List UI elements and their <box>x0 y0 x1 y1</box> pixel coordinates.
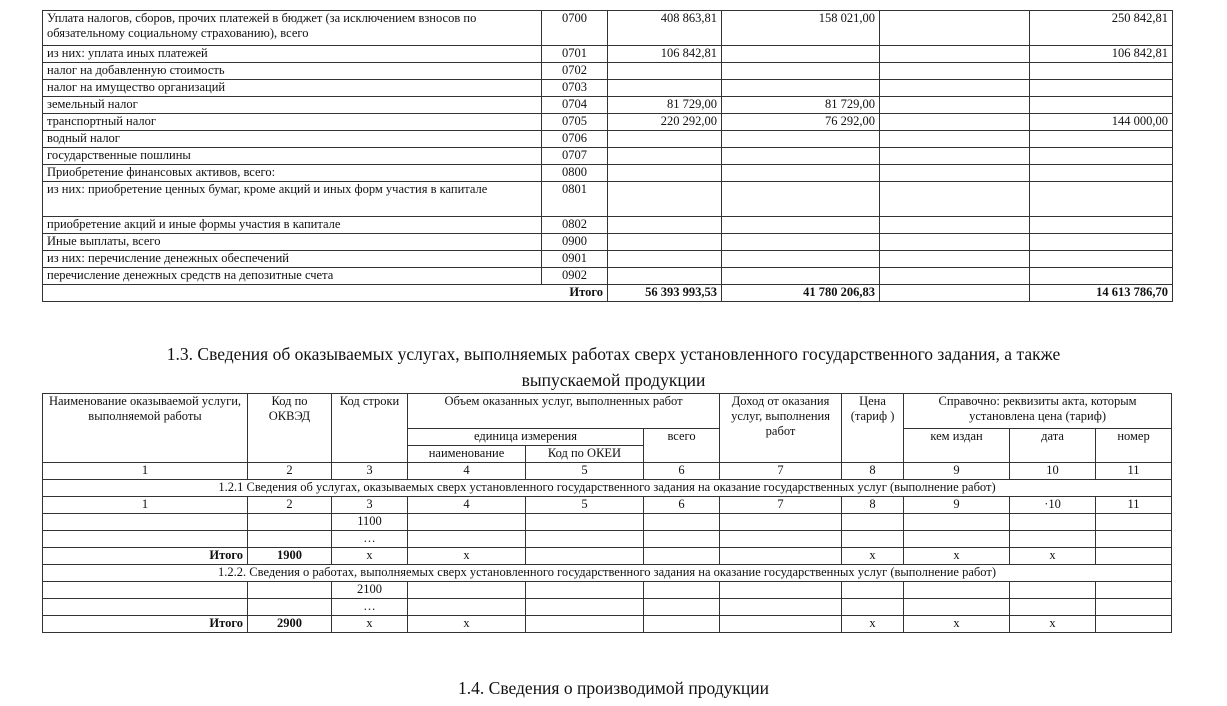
expense-targeted <box>880 182 1030 217</box>
expense-name: Приобретение финансовых активов, всего: <box>43 165 542 182</box>
column-number: 2 <box>248 497 332 514</box>
expense-subsidy <box>722 165 880 182</box>
column-number: 5 <box>526 497 644 514</box>
section-1-3-title-line2: выпускаемой продукции <box>521 370 706 390</box>
cell-empty <box>720 599 842 616</box>
total-targeted <box>880 285 1030 302</box>
expense-paid-services <box>1030 131 1173 148</box>
expense-subsidy: 158 021,00 <box>722 11 880 46</box>
cell-empty <box>720 548 842 565</box>
row-code: 2100 <box>332 582 408 599</box>
cell-empty <box>720 582 842 599</box>
cell-empty <box>1096 548 1172 565</box>
expense-paid-services <box>1030 217 1173 234</box>
expense-row-0706 <box>43 131 1173 148</box>
header-issuer: кем издан <box>904 429 1010 463</box>
column-number: 3 <box>332 497 408 514</box>
column-number: 10 <box>1010 463 1096 480</box>
cell-empty <box>644 548 720 565</box>
expense-row-0802 <box>43 217 1173 234</box>
column-numbers-row-repeat <box>43 497 1172 514</box>
expense-code: 0704 <box>542 97 608 114</box>
expense-targeted <box>880 46 1030 63</box>
expense-total <box>608 63 722 80</box>
cell-empty <box>408 582 526 599</box>
column-number: 6 <box>644 497 720 514</box>
expense-subsidy: 76 292,00 <box>722 114 880 131</box>
column-number: 4 <box>408 497 526 514</box>
expense-subsidy <box>722 217 880 234</box>
header-price: Цена (тариф ) <box>842 394 904 463</box>
column-number: 6 <box>644 463 720 480</box>
expense-total <box>608 165 722 182</box>
column-number: 5 <box>526 463 644 480</box>
cell-empty <box>644 616 720 633</box>
not-applicable-mark: x <box>842 616 904 633</box>
cell-empty <box>248 582 332 599</box>
column-number: 11 <box>1096 497 1172 514</box>
expense-total <box>608 182 722 217</box>
column-number: 9 <box>904 463 1010 480</box>
expense-paid-services: 144 000,00 <box>1030 114 1173 131</box>
cell-empty <box>408 531 526 548</box>
services-table <box>42 393 1172 633</box>
cell-empty <box>1010 599 1096 616</box>
not-applicable-mark: x <box>1010 616 1096 633</box>
cell-empty <box>1010 531 1096 548</box>
expense-total <box>608 148 722 165</box>
section-2-total-row <box>43 616 1172 633</box>
expense-code: 0705 <box>542 114 608 131</box>
expense-row-0700 <box>43 11 1173 46</box>
expense-targeted <box>880 165 1030 182</box>
column-number: 8 <box>842 497 904 514</box>
expense-code: 0701 <box>542 46 608 63</box>
expense-targeted <box>880 131 1030 148</box>
total-label: Итого <box>43 548 248 565</box>
header-row-1 <box>43 394 1172 429</box>
header-volume: Объем оказанных услуг, выполненных работ <box>408 394 720 429</box>
expense-subsidy <box>722 148 880 165</box>
cell-empty <box>1096 599 1172 616</box>
expense-paid-services <box>1030 148 1173 165</box>
cell-empty <box>644 531 720 548</box>
cell-empty <box>43 582 248 599</box>
expense-row-0902 <box>43 268 1173 285</box>
not-applicable-mark: x <box>842 548 904 565</box>
expense-code: 0707 <box>542 148 608 165</box>
cell-empty <box>1096 582 1172 599</box>
cell-empty <box>904 531 1010 548</box>
header-row-code: Код строки <box>332 394 408 463</box>
cell-empty <box>526 548 644 565</box>
total-code: 2900 <box>248 616 332 633</box>
section-1-2-2-row <box>43 565 1172 582</box>
expense-row-0702 <box>43 63 1173 80</box>
not-applicable-mark: x <box>332 548 408 565</box>
cell-empty <box>526 582 644 599</box>
total-label: Итого <box>43 616 248 633</box>
section-1-row-1100 <box>43 514 1172 531</box>
expense-targeted <box>880 114 1030 131</box>
total-code: 1900 <box>248 548 332 565</box>
column-number: 7 <box>720 463 842 480</box>
header-number: номер <box>1096 429 1172 463</box>
expense-paid-services <box>1030 165 1173 182</box>
expense-paid-services: 106 842,81 <box>1030 46 1173 63</box>
cell-empty <box>248 599 332 616</box>
not-applicable-mark: x <box>904 616 1010 633</box>
cell-empty <box>1010 514 1096 531</box>
expense-total <box>608 80 722 97</box>
expense-name: перечисление денежных средств на депозитные счета <box>43 268 542 285</box>
cell-empty <box>904 582 1010 599</box>
column-number: 9 <box>904 497 1010 514</box>
expense-row-0800 <box>43 165 1173 182</box>
expense-name: Уплата налогов, сборов, прочих платежей в бюджет (за исключением взносов по обязательному социальному страхованию), всего <box>43 11 542 46</box>
expense-row-0900 <box>43 234 1173 251</box>
cell-empty <box>842 582 904 599</box>
expenses-table <box>42 10 1173 302</box>
expense-name: из них: перечисление денежных обеспечений <box>43 251 542 268</box>
cell-empty <box>408 514 526 531</box>
expense-row-0707 <box>43 148 1173 165</box>
not-applicable-mark: x <box>332 616 408 633</box>
header-total: всего <box>644 429 720 463</box>
section-1-row-ellipsis <box>43 531 1172 548</box>
section-1-2-1-title: 1.2.1 Сведения об услугах, оказываемых сверх установленного государственного задания на оказание государственных услуг (выполнение работ) <box>43 480 1172 497</box>
expense-paid-services <box>1030 97 1173 114</box>
section-1-2-2-title: 1.2.2. Сведения о работах, выполняемых сверх установленного государственного задания на оказание государственных услуг (выполнение работ) <box>43 565 1172 582</box>
expense-total <box>608 131 722 148</box>
expense-total: 220 292,00 <box>608 114 722 131</box>
row-ellipsis: … <box>332 531 408 548</box>
expense-row-0801 <box>43 182 1173 217</box>
cell-empty <box>904 514 1010 531</box>
cell-empty <box>526 514 644 531</box>
column-number: 2 <box>248 463 332 480</box>
expense-code: 0706 <box>542 131 608 148</box>
cell-empty <box>644 514 720 531</box>
not-applicable-mark: x <box>1010 548 1096 565</box>
expense-targeted <box>880 80 1030 97</box>
expense-row-0703 <box>43 80 1173 97</box>
expense-code: 0802 <box>542 217 608 234</box>
section-1-3-title-line1: 1.3. Сведения об оказываемых услугах, выполняемых работах сверх установленного государственного задания, а также <box>166 344 1061 364</box>
cell-empty <box>842 599 904 616</box>
section-2-row-ellipsis <box>43 599 1172 616</box>
cell-empty <box>720 514 842 531</box>
section-1-total-row <box>43 548 1172 565</box>
expense-name: налог на имущество организаций <box>43 80 542 97</box>
cell-empty <box>842 514 904 531</box>
expense-code: 0703 <box>542 80 608 97</box>
expense-code: 0902 <box>542 268 608 285</box>
section-1-2-1-row <box>43 480 1172 497</box>
expense-targeted <box>880 268 1030 285</box>
column-numbers-row <box>43 463 1172 480</box>
cell-empty <box>644 599 720 616</box>
expense-targeted <box>880 11 1030 46</box>
cell-empty <box>43 514 248 531</box>
expense-name: из них: уплата иных платежей <box>43 46 542 63</box>
row-ellipsis: … <box>332 599 408 616</box>
not-applicable-mark: x <box>408 616 526 633</box>
header-okei: Код по ОКЕИ <box>526 446 644 463</box>
cell-empty <box>1096 514 1172 531</box>
total-subsidy: 41 780 206,83 <box>722 285 880 302</box>
expense-targeted <box>880 63 1030 80</box>
expense-total-row <box>43 285 1173 302</box>
expense-subsidy <box>722 268 880 285</box>
cell-empty <box>43 599 248 616</box>
expense-name: налог на добавленную стоимость <box>43 63 542 80</box>
expenses-table-body <box>43 11 1173 302</box>
section-2-row-2100 <box>43 582 1172 599</box>
total-label: Итого <box>43 285 608 302</box>
expense-total <box>608 251 722 268</box>
expense-row-0705 <box>43 114 1173 131</box>
expense-code: 0801 <box>542 182 608 217</box>
expense-subsidy <box>722 80 880 97</box>
expense-paid-services <box>1030 234 1173 251</box>
expense-paid-services <box>1030 63 1173 80</box>
expense-subsidy: 81 729,00 <box>722 97 880 114</box>
expense-name: из них: приобретение ценных бумаг, кроме акций и иных форм участия в капитале <box>43 182 542 217</box>
cell-empty <box>526 599 644 616</box>
cell-empty <box>1010 582 1096 599</box>
expense-targeted <box>880 97 1030 114</box>
total-paid-services: 14 613 786,70 <box>1030 285 1173 302</box>
expense-name: земельный налог <box>43 97 542 114</box>
cell-empty <box>842 531 904 548</box>
expense-row-0704 <box>43 97 1173 114</box>
expense-code: 0700 <box>542 11 608 46</box>
row-code: 1100 <box>332 514 408 531</box>
cell-empty <box>1096 616 1172 633</box>
not-applicable-mark: x <box>904 548 1010 565</box>
expense-name: Иные выплаты, всего <box>43 234 542 251</box>
column-number: 4 <box>408 463 526 480</box>
cell-empty <box>720 616 842 633</box>
expense-paid-services <box>1030 182 1173 217</box>
expense-paid-services: 250 842,81 <box>1030 11 1173 46</box>
expense-subsidy <box>722 131 880 148</box>
cell-empty <box>720 531 842 548</box>
expense-name: приобретение акций и иные формы участия в капитале <box>43 217 542 234</box>
column-number: 11 <box>1096 463 1172 480</box>
expense-paid-services <box>1030 80 1173 97</box>
expense-total: 106 842,81 <box>608 46 722 63</box>
expense-row-0901 <box>43 251 1173 268</box>
expense-code: 0901 <box>542 251 608 268</box>
expense-total: 81 729,00 <box>608 97 722 114</box>
cell-empty <box>43 531 248 548</box>
expense-name: государственные пошлины <box>43 148 542 165</box>
expense-name: транспортный налог <box>43 114 542 131</box>
header-reference: Справочно: реквизиты акта, которым установлена цена (тариф) <box>904 394 1172 429</box>
column-number: 8 <box>842 463 904 480</box>
cell-empty <box>248 514 332 531</box>
cell-empty <box>408 599 526 616</box>
expense-total: 408 863,81 <box>608 11 722 46</box>
expense-subsidy <box>722 46 880 63</box>
expense-subsidy <box>722 251 880 268</box>
expense-targeted <box>880 217 1030 234</box>
expense-code: 0800 <box>542 165 608 182</box>
header-okved: Код по ОКВЭД <box>248 394 332 463</box>
expense-subsidy <box>722 234 880 251</box>
column-number: 7 <box>720 497 842 514</box>
expense-total <box>608 234 722 251</box>
expense-targeted <box>880 251 1030 268</box>
cell-empty <box>904 599 1010 616</box>
header-unit: единица измерения <box>408 429 644 446</box>
expense-targeted <box>880 148 1030 165</box>
header-date: дата <box>1010 429 1096 463</box>
expense-total <box>608 217 722 234</box>
expense-paid-services <box>1030 251 1173 268</box>
expense-code: 0900 <box>542 234 608 251</box>
expense-total <box>608 268 722 285</box>
column-number: 1 <box>43 497 248 514</box>
not-applicable-mark: x <box>408 548 526 565</box>
expense-row-0701 <box>43 46 1173 63</box>
section-1-4-title: 1.4. Сведения о производимой продукции <box>458 678 769 698</box>
column-number: 1 <box>43 463 248 480</box>
header-service-name: Наименование оказываемой услуги, выполняемой работы <box>43 394 248 463</box>
expense-paid-services <box>1030 268 1173 285</box>
cell-empty <box>526 531 644 548</box>
expense-code: 0702 <box>542 63 608 80</box>
header-income: Доход от оказания услуг, выполнения работ <box>720 394 842 463</box>
expense-targeted <box>880 234 1030 251</box>
column-number: ·10 <box>1010 497 1096 514</box>
total-all: 56 393 993,53 <box>608 285 722 302</box>
expense-name: водный налог <box>43 131 542 148</box>
expense-subsidy <box>722 63 880 80</box>
cell-empty <box>526 616 644 633</box>
column-number: 3 <box>332 463 408 480</box>
header-unit-name: наименование <box>408 446 526 463</box>
cell-empty <box>644 582 720 599</box>
cell-empty <box>248 531 332 548</box>
expense-subsidy <box>722 182 880 217</box>
cell-empty <box>1096 531 1172 548</box>
